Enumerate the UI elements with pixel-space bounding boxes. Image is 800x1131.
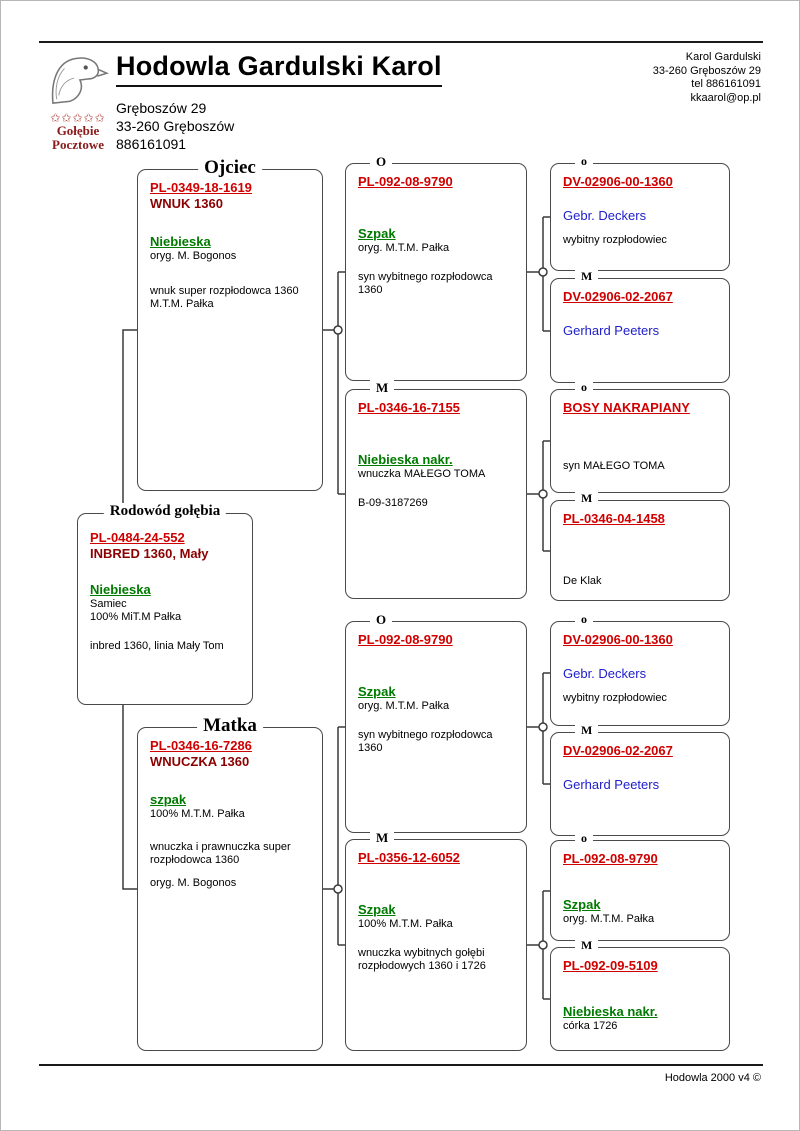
mother-note-1: wnuczka i prawnuczka super rozpłodowca 1360 (150, 841, 291, 866)
father-ring-number: PL-0349-18-1619 (150, 180, 252, 195)
father-name: WNUK 1360 (150, 196, 223, 211)
grandparent-plumage: Szpak (358, 684, 396, 699)
contact-address: 33-260 Gręboszów 29 (652, 64, 761, 77)
grandparent-origin: oryg. M.T.M. Pałka (358, 700, 450, 712)
pedigree-box-great-grandparent-6 (550, 723, 730, 836)
pedigree-box-great-grandparent-5 (550, 612, 730, 726)
grandparent-note: B-09-3187269 (358, 497, 428, 509)
great-grandparent-breeder-name: Gerhard Peeters (563, 777, 660, 792)
grandparent-box-label: M (370, 380, 394, 396)
mother-name: WNUCZKA 1360 (150, 754, 250, 769)
pedigree-box-mother (137, 715, 323, 1051)
subject-ring-number: PL-0484-24-552 (90, 530, 185, 545)
pedigree-box-great-grandparent-8 (550, 938, 730, 1051)
father-plumage: Niebieska (150, 234, 211, 249)
great-grandparent-box-label: o (575, 831, 593, 846)
great-grandparent-box-label: M (575, 938, 598, 953)
software-credit: Hodowla 2000 v4 © (664, 1072, 761, 1084)
great-grandparent-ring-number: DV-02906-00-1360 (563, 632, 673, 647)
great-grandparent-box-label: M (575, 491, 598, 506)
contact-phone: tel 886161091 (691, 78, 761, 90)
address-line-3: 886161091 (116, 136, 187, 152)
grandparent-ring-number: PL-0346-16-7155 (358, 400, 460, 415)
contact-email: kkaarol@op.pl (690, 91, 761, 104)
great-grandparent-breeder-name: Gebr. Deckers (563, 208, 647, 223)
subject-box-label: Rodowód gołębia (104, 503, 226, 520)
great-grandparent-box-label: M (575, 269, 598, 284)
grandparent-bloodline: 100% M.T.M. Pałka (358, 918, 453, 930)
great-grandparent-note: syn MAŁEGO TOMA (563, 460, 665, 472)
pedigree-box-great-grandparent-4 (550, 491, 730, 601)
subject-plumage: Niebieska (90, 582, 151, 597)
grandparent-ring-number: PL-092-08-9790 (358, 174, 453, 189)
father-note-1: wnuk super rozpłodowca 1360 (150, 285, 299, 297)
great-grandparent-box-label: M (575, 723, 598, 738)
great-grandparent-plumage: Szpak (563, 897, 601, 912)
great-grandparent-ring-number: PL-092-09-5109 (563, 958, 658, 973)
grandparent-plumage: Szpak (358, 902, 396, 917)
grandparent-plumage: Niebieska nakr. (358, 452, 453, 467)
pedigree-box-father (137, 157, 323, 491)
address-line-1: Gręboszów 29 (116, 100, 207, 116)
great-grandparent-note: wybitny rozpłodowiec (563, 692, 667, 704)
great-grandparent-ring-number: DV-02906-02-2067 (563, 743, 673, 758)
great-grandparent-note: wybitny rozpłodowiec (563, 234, 667, 246)
contact-name: Karol Gardulski (685, 51, 761, 63)
page-title: Hodowla Gardulski Karol (116, 51, 442, 87)
subject-sex: Samiec (90, 598, 127, 610)
pedigree-box-subject (77, 503, 253, 705)
mother-note-2: oryg. M. Bogonos (150, 877, 237, 889)
mother-box-label: Matka (197, 715, 263, 737)
subject-name: INBRED 1360, Mały (90, 546, 209, 561)
grandparent-plumage: Szpak (358, 226, 396, 241)
father-box-label: Ojciec (198, 157, 262, 179)
great-grandparent-note: De Klak (563, 575, 602, 587)
great-grandparent-ring-number: PL-0346-04-1458 (563, 511, 665, 526)
grandparent-note: wnuczka wybitnych gołębi rozpłodowych 1360 i 1726 (358, 947, 486, 972)
father-origin: oryg. M. Bogonos (150, 250, 237, 262)
father-note-2: M.T.M. Pałka (150, 298, 214, 310)
great-grandparent-box-label: o (575, 154, 593, 169)
grandparent-box-label: O (370, 154, 392, 170)
great-grandparent-ring-number: PL-092-08-9790 (563, 851, 658, 866)
subject-bloodline: 100% MiT.M Pałka (90, 611, 182, 623)
logo-caption-line2: Pocztowe (52, 137, 104, 152)
great-grandparent-plumage: Niebieska nakr. (563, 1004, 658, 1019)
pedigree-box-maternal-grandmother (345, 830, 527, 1051)
great-grandparent-box-label: o (575, 612, 593, 627)
pedigree-box-great-grandparent-1 (550, 154, 730, 271)
logo-caption-line1: Gołębie (56, 123, 100, 138)
grandparent-note: syn wybitnego rozpłodowca 1360 (358, 271, 493, 296)
subject-note: inbred 1360, linia Mały Tom (90, 640, 224, 652)
pedigree-box-maternal-grandfather (345, 612, 527, 833)
mother-bloodline: 100% M.T.M. Pałka (150, 808, 245, 820)
grandparent-origin: wnuczka MAŁEGO TOMA (358, 468, 486, 480)
pedigree-box-great-grandparent-7 (550, 831, 730, 941)
pedigree-box-great-grandparent-2 (550, 269, 730, 383)
great-grandparent-breeder-name: Gerhard Peeters (563, 323, 660, 338)
logo-stars: ✩✩✩✩✩ (50, 111, 106, 125)
address-line-2: 33-260 Gręboszów (116, 118, 235, 134)
pedigree-box-great-grandparent-3 (550, 380, 730, 493)
great-grandparent-box-label: o (575, 380, 593, 395)
great-grandparent-ring-number: DV-02906-00-1360 (563, 174, 673, 189)
grandparent-box-label: O (370, 612, 392, 628)
pedigree-box-paternal-grandmother (345, 380, 527, 599)
grandparent-ring-number: PL-0356-12-6052 (358, 850, 460, 865)
grandparent-note: syn wybitnego rozpłodowca 1360 (358, 729, 493, 754)
grandparent-ring-number: PL-092-08-9790 (358, 632, 453, 647)
pedigree-box-paternal-grandfather (345, 154, 527, 381)
mother-ring-number: PL-0346-16-7286 (150, 738, 252, 753)
great-grandparent-note: córka 1726 (563, 1020, 618, 1032)
grandparent-box-label: M (370, 830, 394, 846)
mother-plumage: szpak (150, 792, 187, 807)
grandparent-origin: oryg. M.T.M. Pałka (358, 242, 450, 254)
great-grandparent-origin: oryg. M.T.M. Pałka (563, 913, 655, 925)
great-grandparent-name: BOSY NAKRAPIANY (563, 400, 690, 415)
great-grandparent-breeder-name: Gebr. Deckers (563, 666, 647, 681)
great-grandparent-ring-number: DV-02906-02-2067 (563, 289, 673, 304)
